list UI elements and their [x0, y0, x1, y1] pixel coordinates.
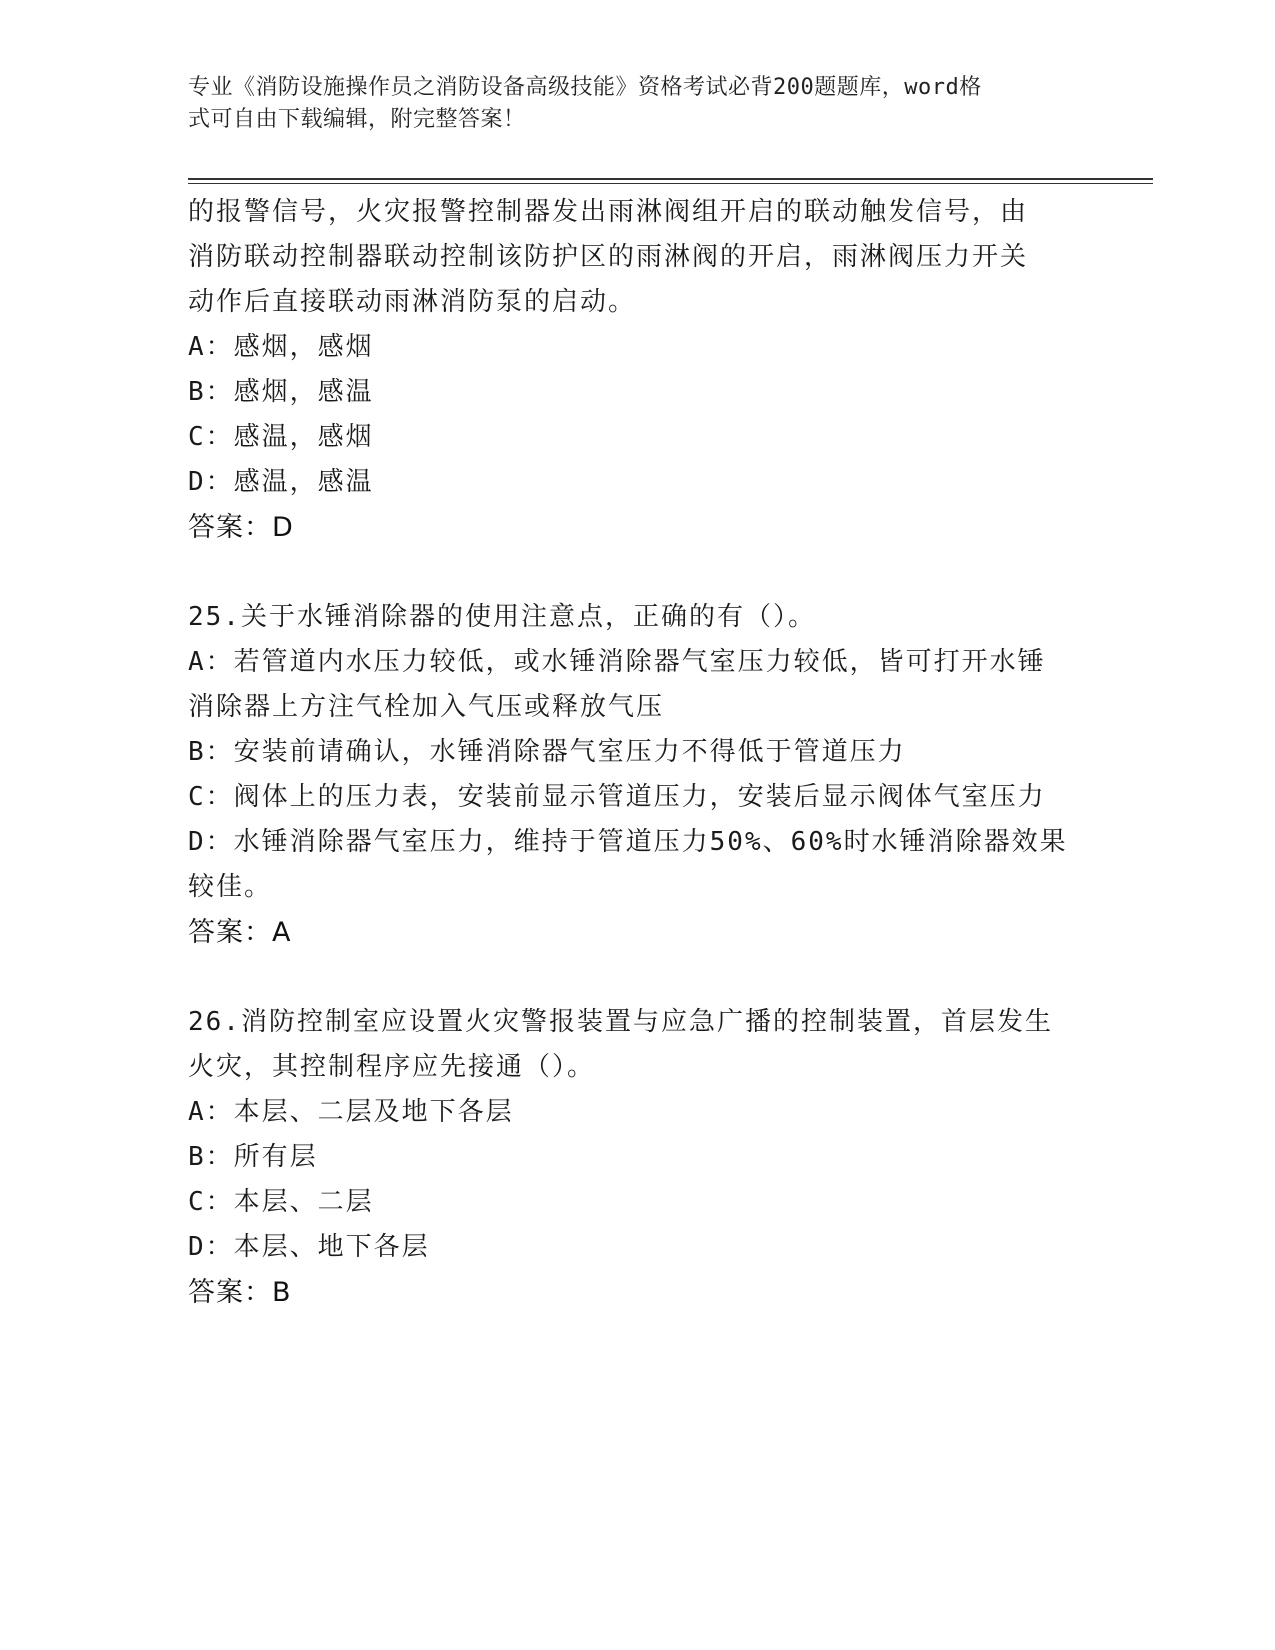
question-24-continuation	[188, 190, 1088, 550]
option-d: D：水锤消除器气室压力，维持于管道压力50%、60%时水锤消除器效果	[188, 827, 1068, 857]
header-line-1: 专业《消防设施操作员之消防设备高级技能》资格考试必背200题题库，word格	[188, 75, 982, 100]
option-c: C：本层、二层	[188, 1187, 374, 1217]
page-header	[188, 72, 1068, 136]
option-d: D：本层、地下各层	[188, 1232, 430, 1262]
document-body	[188, 190, 1088, 1315]
question-stem: 26.消防控制室应设置火灾警报装置与应急广播的控制装置，首层发生	[188, 1007, 1053, 1037]
option-a: A：感烟，感烟	[188, 332, 374, 362]
question-text-line: 消防联动控制器联动控制该防护区的雨淋阀的开启，雨淋阀压力开关	[188, 242, 1029, 272]
question-stem-continuation: 火灾，其控制程序应先接通（）。	[188, 1052, 596, 1082]
option-c: C：感温，感烟	[188, 422, 374, 452]
question-stem: 25.关于水锤消除器的使用注意点，正确的有（）。	[188, 602, 816, 632]
answer-label: 答案：D	[188, 512, 294, 543]
question-text-line: 的报警信号，火灾报警控制器发出雨淋阀组开启的联动触发信号，由	[188, 197, 1029, 227]
answer-label: 答案：B	[188, 1277, 292, 1308]
option-b: B：所有层	[188, 1142, 318, 1172]
spacer	[188, 955, 1088, 1000]
option-b: B：感烟，感温	[188, 377, 374, 407]
header-divider-thin	[188, 183, 1153, 184]
spacer	[188, 550, 1088, 595]
question-26	[188, 1000, 1088, 1315]
answer-label: 答案：A	[188, 917, 292, 948]
option-a-continuation: 消除器上方注气栓加入气压或释放气压	[188, 692, 665, 722]
question-text-line: 动作后直接联动雨淋消防泵的启动。	[188, 287, 637, 317]
option-d: D：感温，感温	[188, 467, 374, 497]
option-d-continuation: 较佳。	[188, 872, 273, 902]
option-a: A：本层、二层及地下各层	[188, 1097, 514, 1127]
option-c: C：阀体上的压力表，安装前显示管道压力，安装后显示阀体气室压力	[188, 782, 1046, 812]
question-25	[188, 595, 1088, 955]
header-line-2: 式可自由下载编辑，附完整答案！	[188, 107, 526, 132]
option-a: A：若管道内水压力较低，或水锤消除器气室压力较低，皆可打开水锤	[188, 647, 1046, 677]
option-b: B：安装前请确认，水锤消除器气室压力不得低于管道压力	[188, 737, 906, 767]
header-divider-thick	[188, 178, 1153, 180]
